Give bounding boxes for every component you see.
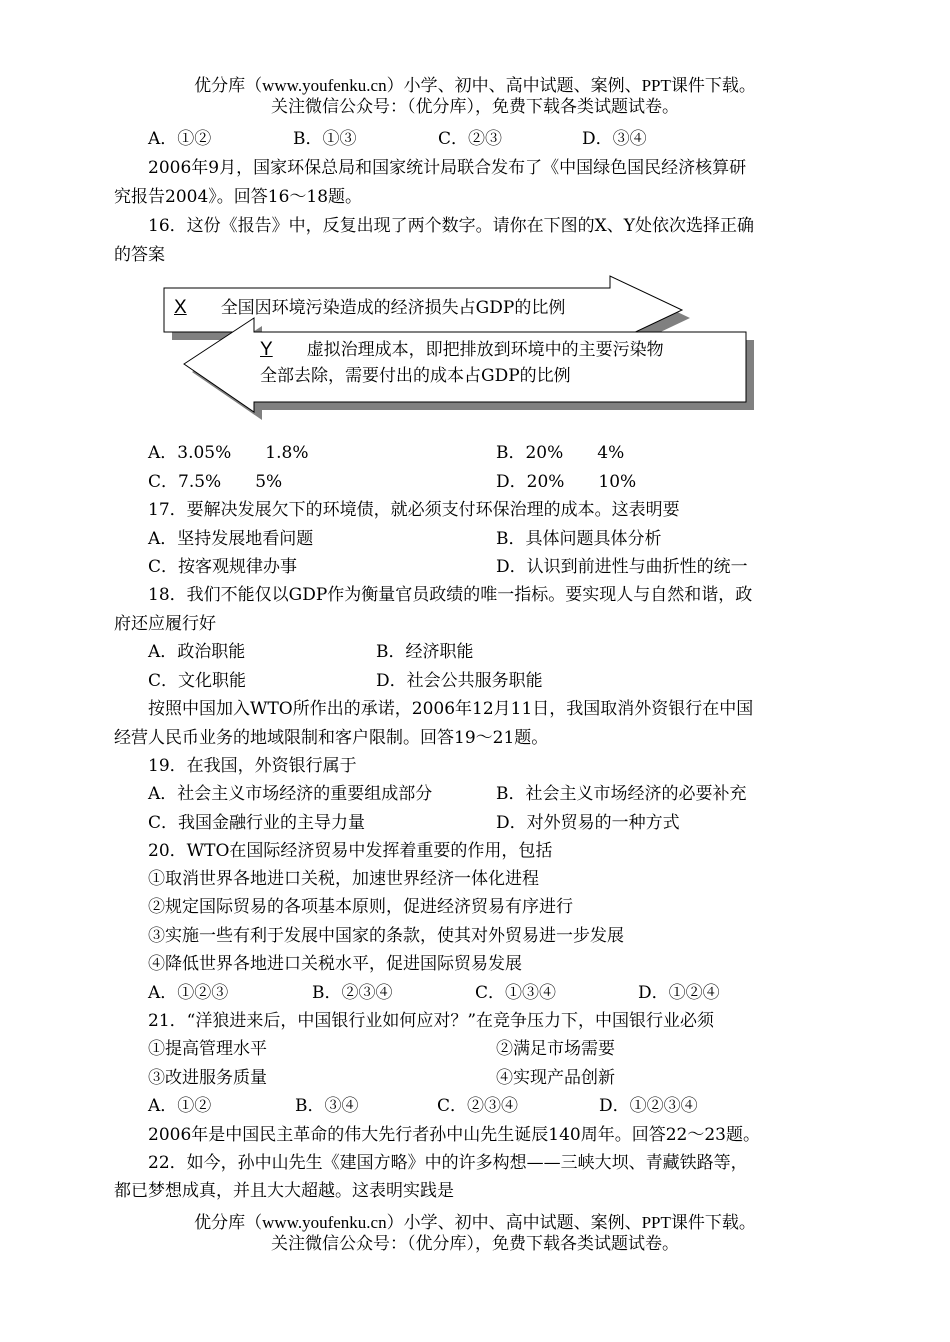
- q20-option-c: C．①③④: [475, 983, 557, 1003]
- q16-option-a: A．3.05% 1.8%: [148, 443, 309, 463]
- q18-option-c: C．文化职能: [148, 671, 247, 691]
- intro16-line1: 2006年9月，国家环保总局和国家统计局联合发布了《中国绿色国民经济核算研: [148, 158, 747, 178]
- intro19-line2: 经营人民币业务的地域限制和客户限制。回答19～21题。: [114, 728, 549, 748]
- q18-option-a: A．政治职能: [148, 642, 246, 662]
- q18-stem-line2: 府还应履行好: [114, 614, 216, 634]
- q20-item-2: ②规定国际贸易的各项基本原则，促进经济贸易有序进行: [148, 897, 573, 917]
- q16-option-c: C．7.5% 5%: [148, 472, 283, 492]
- q20-item-3: ③实施一些有利于发展中国家的条款，使其对外贸易进一步发展: [148, 926, 624, 946]
- q15-option-c: C．②③: [438, 129, 503, 149]
- q18-stem-line1: 18．我们不能仅以GDP作为衡量官员政绩的唯一指标。要实现人与自然和谐，政: [148, 585, 753, 605]
- page-footer-line2: 关注微信公众号：（优分库），免费下载各类试题试卷。: [271, 1234, 679, 1253]
- q20-option-a: A．①②③: [148, 983, 229, 1003]
- q19-option-c: C．我国金融行业的主导力量: [148, 813, 366, 833]
- q15-option-b: B．①③: [293, 129, 357, 149]
- q19-option-b: B．社会主义市场经济的必要补充: [496, 784, 747, 804]
- q21-option-c: C．②③④: [437, 1096, 519, 1116]
- q18-option-b: B．经济职能: [376, 642, 474, 662]
- q16-stem-line2: 的答案: [114, 245, 165, 265]
- q17-stem: 17．要解决发展欠下的环境债，就必须支付环保治理的成本。这表明要: [148, 500, 680, 520]
- q16-option-d: D．20% 10%: [496, 472, 637, 492]
- y-label: Y: [260, 339, 273, 360]
- intro22-line1: 2006年是中国民主革命的伟大先行者孙中山先生诞辰140周年。回答22～23题。: [148, 1125, 760, 1145]
- q17-option-d: D．认识到前进性与曲折性的统一: [496, 557, 748, 577]
- page-header-line2: 关注微信公众号：（优分库），免费下载各类试题试卷。: [271, 97, 679, 116]
- q21-option-b: B．③④: [295, 1096, 359, 1116]
- q21-option-a: A．①②: [148, 1096, 212, 1116]
- intro16-line2: 究报告2004》。回答16～18题。: [114, 187, 363, 207]
- q16-arrow-diagram: [150, 270, 800, 420]
- q17-option-a: A．坚持发展地看问题: [148, 529, 314, 549]
- q21-option-d: D．①②③④: [599, 1096, 698, 1116]
- x-description: 全国因环境污染造成的经济损失占GDP的比例: [220, 298, 566, 318]
- q15-option-d: D．③④: [582, 129, 647, 149]
- q19-option-a: A．社会主义市场经济的重要组成部分: [148, 784, 433, 804]
- y-description-line1: 虚拟治理成本，即把排放到环境中的主要污染物: [306, 340, 664, 360]
- q20-option-b: B．②③④: [312, 983, 393, 1003]
- page-header-line1: 优分库（www.youfenku.cn）小学、初中、高中试题、案例、PPT课件下载。: [194, 76, 756, 95]
- y-label-row: [260, 338, 664, 362]
- q21-item-3: ③改进服务质量: [148, 1068, 267, 1088]
- q20-item-4: ④降低世界各地进口关税水平，促进国际贸易发展: [148, 954, 522, 974]
- intro19-line1: 按照中国加入WTO所作出的承诺，2006年12月11日，我国取消外资银行在中国: [148, 699, 754, 719]
- q20-stem: 20．WTO在国际经济贸易中发挥着重要的作用，包括: [148, 841, 553, 861]
- q21-item-2: ②满足市场需要: [496, 1039, 615, 1059]
- y-description-line2: 全部去除，需要付出的成本占GDP的比例: [260, 366, 571, 386]
- q20-option-d: D．①②④: [638, 983, 720, 1003]
- q16-stem-line1: 16．这份《报告》中，反复出现了两个数字。请你在下图的X、Y处依次选择正确: [148, 216, 754, 236]
- q19-stem: 19．在我国，外资银行属于: [148, 756, 357, 776]
- q21-stem: 21．“洋狼进来后，中国银行业如何应对？”在竞争压力下，中国银行业必须: [148, 1011, 715, 1031]
- q17-option-c: C．按客观规律办事: [148, 557, 298, 577]
- x-label: X: [174, 297, 187, 318]
- q22-stem-line1: 22．如今，孙中山先生《建国方略》中的许多构想——三峡大坝、青藏铁路等，: [148, 1153, 748, 1173]
- q21-item-1: ①提高管理水平: [148, 1039, 267, 1059]
- q17-option-b: B．具体问题具体分析: [496, 529, 662, 549]
- q22-stem-line2: 都已梦想成真，并且大大超越。这表明实践是: [114, 1181, 454, 1201]
- q15-option-a: A．①②: [148, 129, 212, 149]
- q19-option-d: D．对外贸易的一种方式: [496, 813, 680, 833]
- x-label-row: [174, 296, 565, 320]
- q21-item-4: ④实现产品创新: [496, 1068, 615, 1088]
- page-footer-line1: 优分库（www.youfenku.cn）小学、初中、高中试题、案例、PPT课件下载。: [194, 1213, 756, 1232]
- q18-option-d: D．社会公共服务职能: [376, 671, 543, 691]
- q20-item-1: ①取消世界各地进口关税，加速世界经济一体化进程: [148, 869, 539, 889]
- q16-option-b: B．20% 4%: [496, 443, 625, 463]
